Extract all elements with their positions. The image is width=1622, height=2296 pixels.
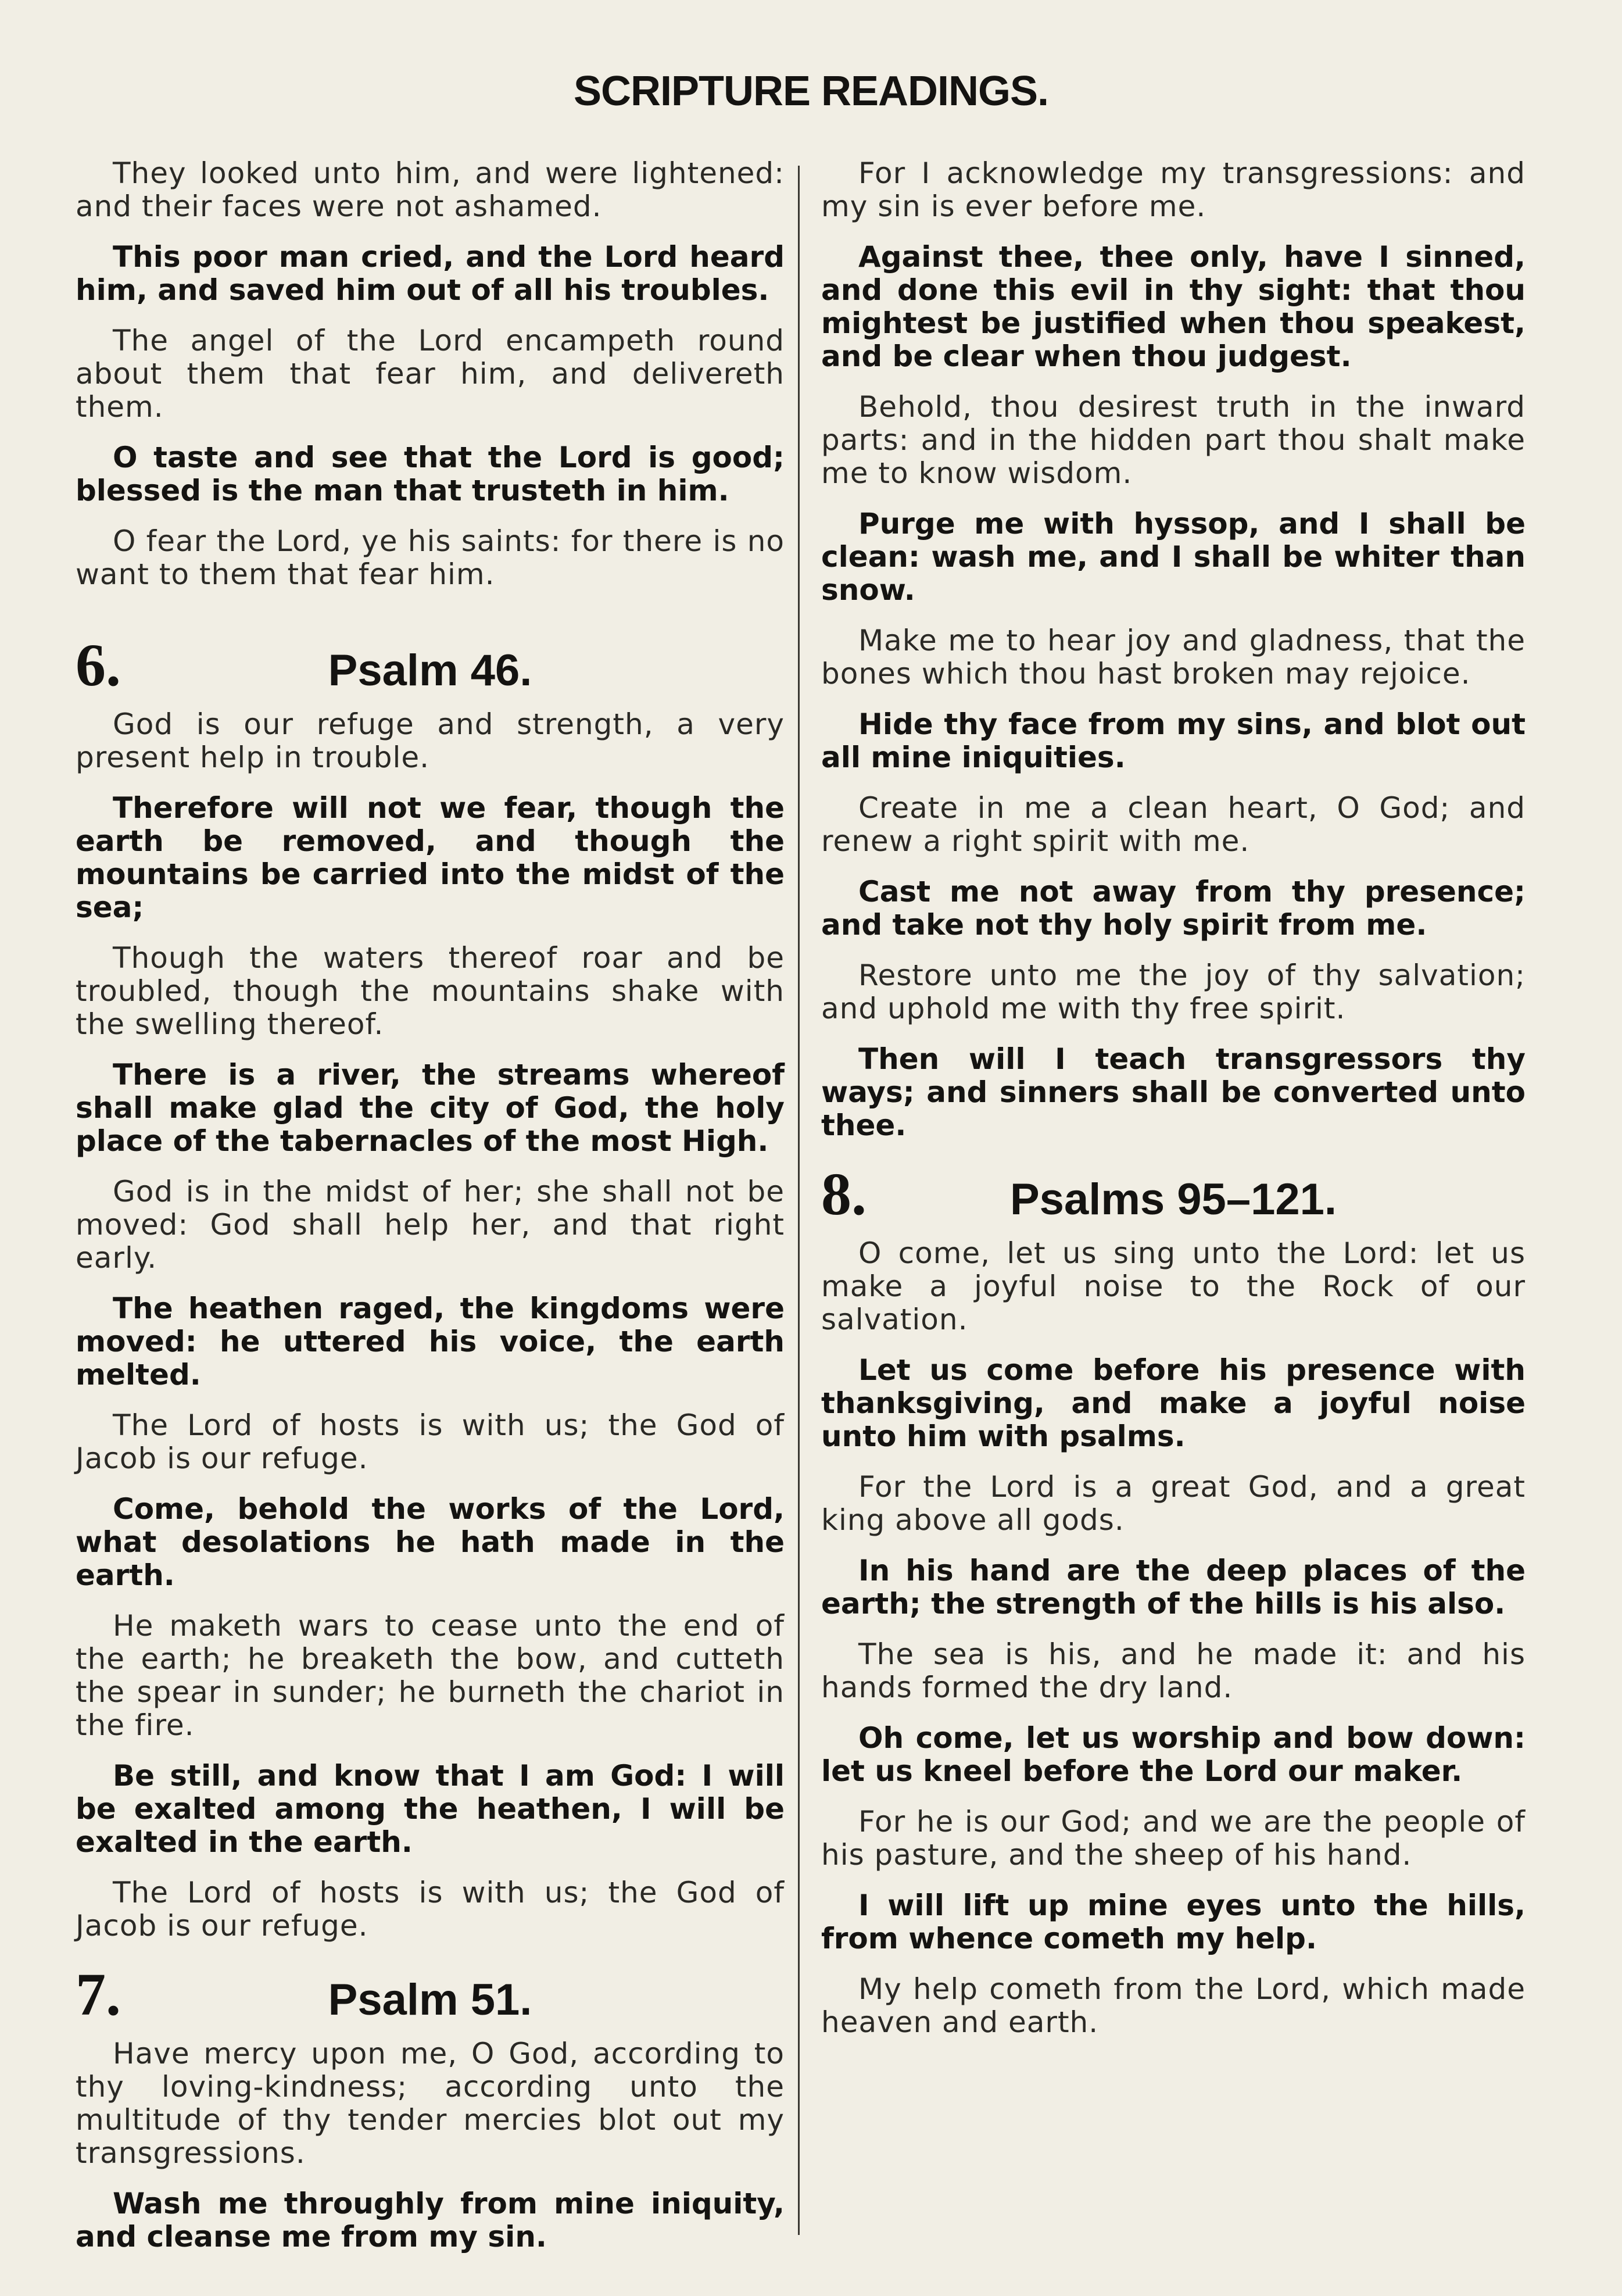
section-heading-7 <box>76 1961 785 2029</box>
section-heading-6 <box>76 632 785 700</box>
verse-reader: For I acknowledge my transgressions: and my sin is ever before me. <box>821 156 1526 223</box>
section-6-verses <box>76 708 785 1943</box>
verse-reader: Restore unto me the joy of thy salvation; and uphold me with thy free spirit. <box>821 959 1526 1025</box>
section-title: Psalms 95–121. <box>1009 1175 1337 1224</box>
section-title: Psalm 51. <box>328 1975 532 2025</box>
right-column <box>821 157 1526 2057</box>
verse-reader: For he is our God; and we are the people of his pasture, and the sheep of his hand. <box>821 1805 1526 1872</box>
continued-verses <box>821 157 1526 1142</box>
left-column <box>76 157 785 2271</box>
verse-reader: Create in me a clean heart, O God; and renew a right spirit with me. <box>821 791 1526 858</box>
verse-reader: Behold, thou desirest truth in the inward parts: and in the hidden part thou shalt make me to know wisdom. <box>821 390 1526 490</box>
verse-response: I will lift up mine eyes unto the hills, from whence cometh my help. <box>821 1889 1526 1955</box>
section-7-verses <box>76 2037 785 2254</box>
verse-response: Purge me with hyssop, and I shall be clean: wash me, and I shall be whiter than snow. <box>821 507 1526 607</box>
verse-reader: For the Lord is a great God, and a great king above all gods. <box>821 1470 1526 1537</box>
verse-response: Hide thy face from my sins, and blot out all mine iniquities. <box>821 707 1526 774</box>
verse-response: This poor man cried, and the Lord heard him, and saved him out of all his troubles. <box>76 240 785 307</box>
verse-response: Then will I teach transgressors thy ways; and sinners shall be converted unto thee. <box>821 1042 1526 1142</box>
verse-reader: The Lord of hosts is with us; the God of Jacob is our refuge. <box>76 1876 785 1943</box>
verse-response: O taste and see that the Lord is good; blessed is the man that trusteth in him. <box>76 441 785 507</box>
verse-response: The heathen raged, the kingdoms were moved: he uttered his voice, the earth melted. <box>76 1292 785 1392</box>
verse-reader: Have mercy upon me, O God, according to thy loving-kindness; according unto the multitude of thy tender mercies blot out my transgressions. <box>76 2037 785 2170</box>
verse-reader: The Lord of hosts is with us; the God of Jacob is our refuge. <box>76 1408 785 1475</box>
verse-reader: My help cometh from the Lord, which made heaven and earth. <box>821 1972 1526 2039</box>
section-heading-8 <box>821 1161 1526 1229</box>
verse-response: Wash me throughly from mine iniquity, and cleanse me from my sin. <box>76 2187 785 2254</box>
verse-reader: Though the waters thereof roar and be troubled, though the mountains shake with the swelling thereof. <box>76 941 785 1041</box>
verse-response: Therefore will not we fear, though the earth be removed, and though the mountains be carried into the midst of the sea; <box>76 791 785 924</box>
verse-reader: He maketh wars to cease unto the end of the earth; he breaketh the bow, and cutteth the spear in sunder; he burneth the chariot in the fire. <box>76 1609 785 1742</box>
column-divider <box>798 166 800 2235</box>
verse-reader: God is in the midst of her; she shall not be moved: God shall help her, and that right early. <box>76 1175 785 1275</box>
verse-response: Against thee, thee only, have I sinned, and done this evil in thy sight: that thou mightest be justified when thou speakest, and be clear when thou judgest. <box>821 240 1526 373</box>
verse-reader: Make me to hear joy and gladness, that the bones which thou hast broken may rejoice. <box>821 624 1526 691</box>
page-title: SCRIPTURE READINGS. <box>573 68 1049 115</box>
intro-verses <box>76 157 785 591</box>
verse-response: Oh come, let us worship and bow down: let us kneel before the Lord our maker. <box>821 1721 1526 1788</box>
verse-reader: They looked unto him, and were lightened: and their faces were not ashamed. <box>76 156 785 223</box>
verse-reader: O fear the Lord, ye his saints: for there is no want to them that fear him. <box>76 524 785 591</box>
verse-response: Cast me not away from thy presence; and take not thy holy spirit from me. <box>821 875 1526 942</box>
verse-reader: The sea is his, and he made it: and his hands formed the dry land. <box>821 1637 1526 1704</box>
verse-response: There is a river, the streams whereof shall make glad the city of God, the holy place of the tabernacles of the most High. <box>76 1058 785 1158</box>
verse-reader: O come, let us sing unto the Lord: let us make a joyful noise to the Rock of our salvation. <box>821 1236 1526 1336</box>
verse-response: Come, behold the works of the Lord, what desolations he hath made in the earth. <box>76 1492 785 1592</box>
verse-response: Be still, and know that I am God: I will be exalted among the heathen, I will be exalted in the earth. <box>76 1759 785 1859</box>
verse-response: In his hand are the deep places of the earth; the strength of the hills is his also. <box>821 1554 1526 1621</box>
section-8-verses <box>821 1237 1526 2039</box>
section-number: 6. <box>76 632 121 699</box>
section-number: 7. <box>76 1961 121 2028</box>
verse-response: Let us come before his presence with thanksgiving, and make a joyful noise unto him with psalms. <box>821 1353 1526 1453</box>
verse-reader: God is our refuge and strength, a very present help in trouble. <box>76 707 785 774</box>
verse-reader: The angel of the Lord encampeth round about them that fear him, and delivereth them. <box>76 324 785 424</box>
section-number: 8. <box>821 1161 867 1228</box>
section-title: Psalm 46. <box>328 646 532 695</box>
